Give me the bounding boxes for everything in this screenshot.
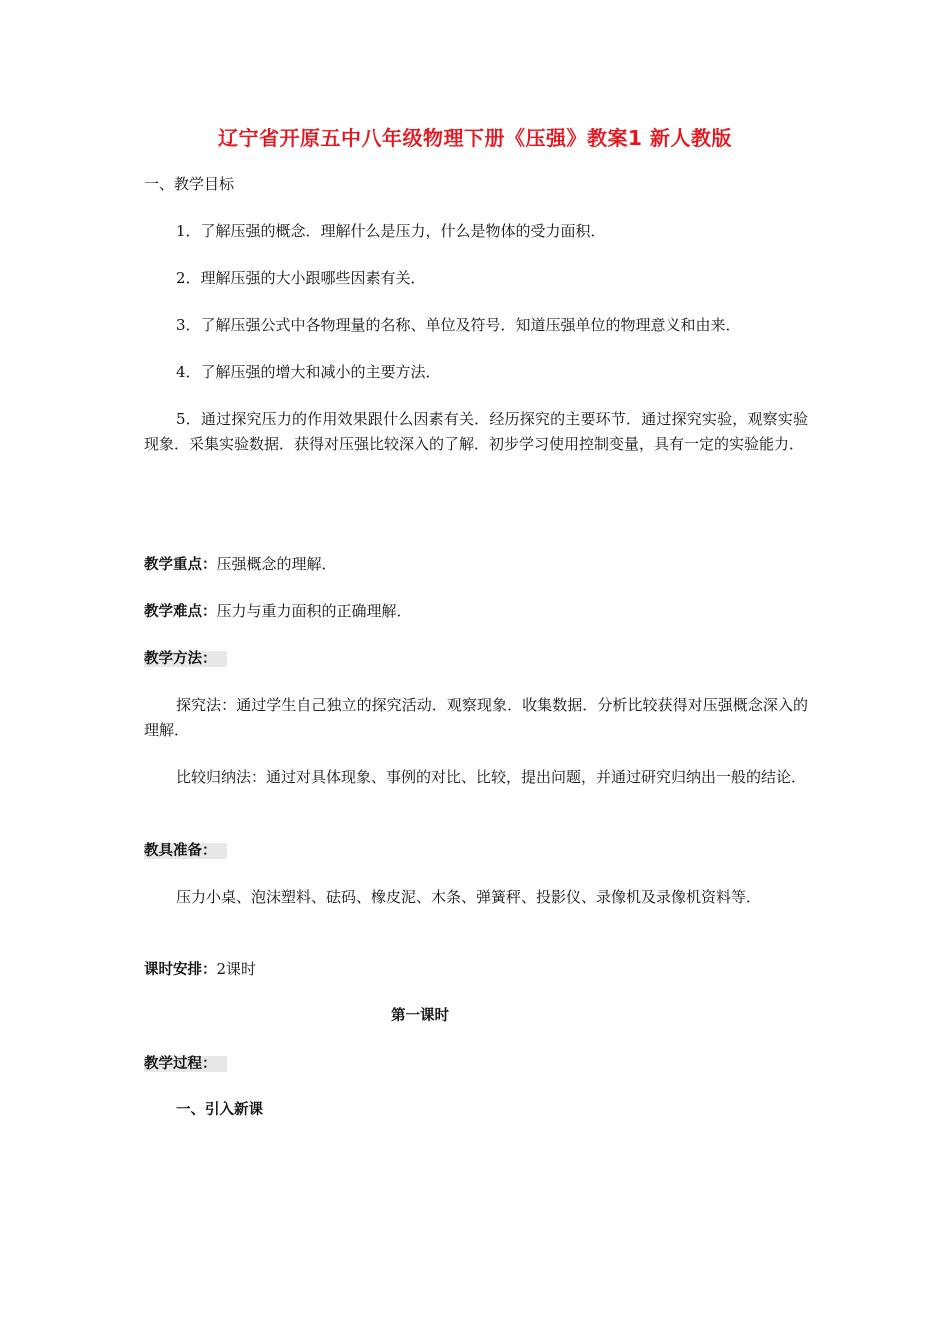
methods-label: 教学方法： [144,651,227,667]
objectives-heading: 一、教学目标 [144,175,235,193]
key-point-label: 教学重点： [144,557,217,573]
section-one-heading: 一、引入新课 [176,1102,263,1118]
document-title: 辽宁省开原五中八年级物理下册《压强》教案1 新人教版 [218,126,732,150]
difficulty-text: 压力与重力面积的正确理解． [216,602,412,620]
objective-item-3: 3．了解压强公式中各物理量的名称、单位及符号．知道压强单位的物理意义和由来． [176,316,741,334]
method-paragraph-1: 探究法：通过学生自己独立的探究活动．观察现象．收集数据．分析比较获得对压强概念深入的理解． [144,696,808,739]
schedule-text: 2课时 [216,960,257,978]
objective-item-1: 1．了解压强的概念．理解什么是压力，什么是物体的受力面积． [176,222,606,240]
methods-heading [144,646,227,672]
equipment-label: 教具准备： [144,843,227,859]
key-point [144,552,337,578]
schedule [144,957,256,983]
equipment-heading [144,838,227,864]
difficulty-label: 教学难点： [144,604,217,620]
equipment-text: 压力小桌、泡沫塑料、砝码、橡皮泥、木条、弹簧秤、投影仪、录像机及录像机资料等． [176,888,762,906]
objective-item-2: 2．理解压强的大小跟哪些因素有关． [176,269,426,287]
process-heading [144,1051,227,1077]
difficulty [144,599,412,625]
objective-item-5: 5．通过探究压力的作用效果跟什么因素有关．经历探究的主要环节．通过探究实验，观察实验现象．采集实验数据．获得对压强比较深入的了解．初步学习使用控制变量，具有一定的实验能力． [144,410,808,453]
method-paragraph-2: 比较归纳法：通过对具体现象、事例的对比、比较，提出问题，并通过研究归纳出一般的结论． [176,768,807,786]
lesson-heading: 第一课时 [391,1008,449,1024]
schedule-label: 课时安排： [144,962,217,978]
process-label: 教学过程： [144,1056,227,1072]
objective-item-4: 4．了解压强的增大和减小的主要方法． [176,363,441,381]
key-point-text: 压强概念的理解． [216,555,337,573]
